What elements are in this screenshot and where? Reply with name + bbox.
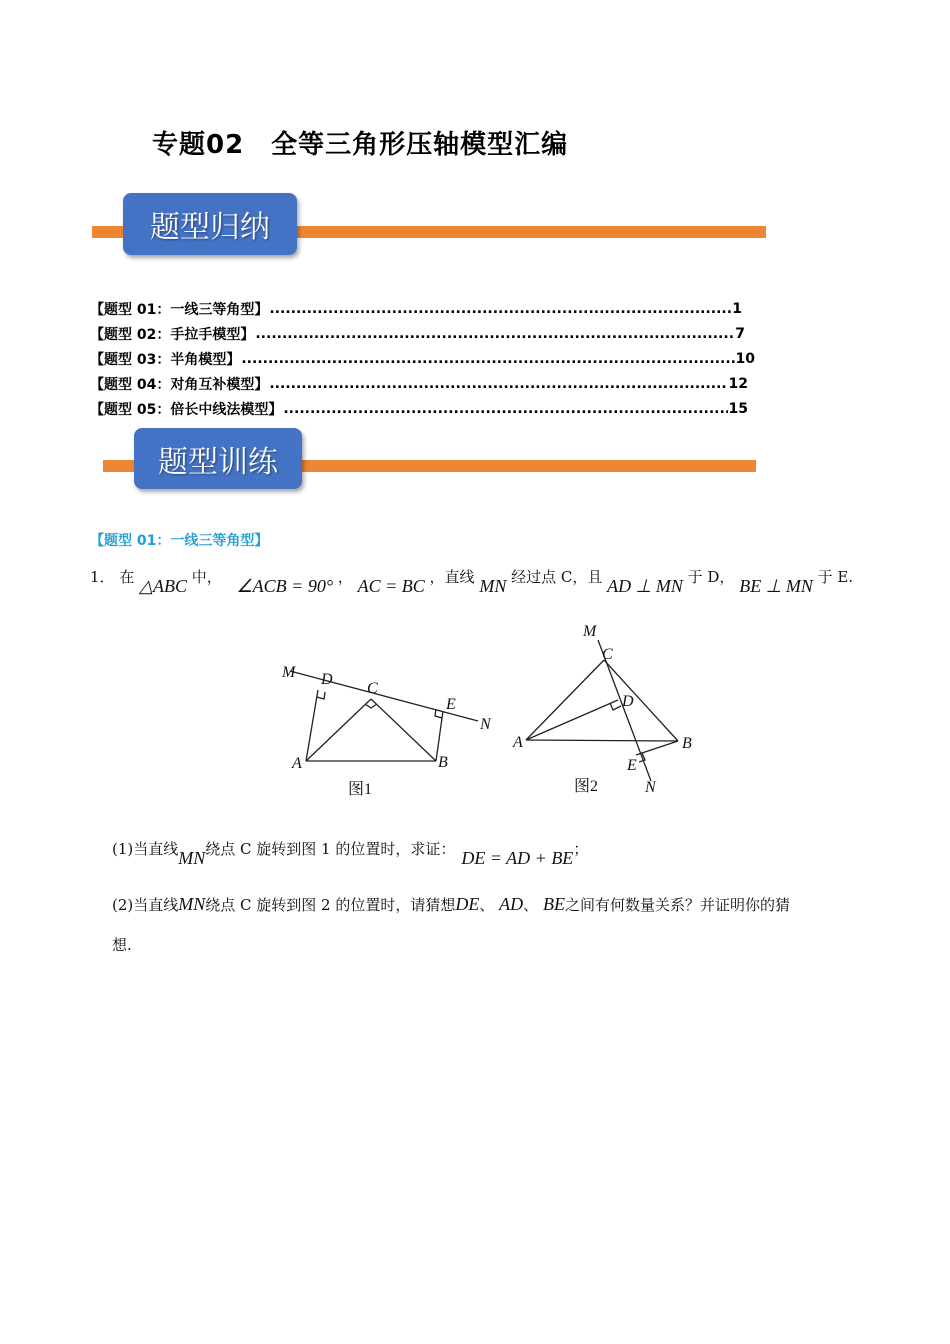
question-number: 1． [90,568,115,586]
toc-item[interactable] [90,346,755,371]
label-n2: N [645,779,656,796]
toc-item[interactable] [90,296,742,321]
label-m2: M [583,623,597,640]
banner-summary: 题型归纳 [123,193,297,255]
question-part-2 [112,894,790,915]
figure-1 [290,671,478,761]
caption-fig1: 图1 [348,781,373,798]
toc-item[interactable] [90,396,748,421]
label-b2: B [682,735,692,752]
question-text: ， [337,568,353,586]
right-angle-d [317,692,325,699]
toc-leader [255,326,734,342]
question-text: 于 D， [687,568,735,586]
figure-2-labels [512,623,692,796]
toc-leader [283,401,727,417]
part-text: (1)当直线 [112,840,179,858]
question-part-1 [112,838,589,868]
question-1-stem [90,566,854,596]
math-perp-be: BE ⊥ MN [739,576,813,596]
segment-cb [371,699,436,761]
math-mn: MN [178,894,206,914]
toc-page: 15 [728,400,748,417]
table-of-contents [90,296,790,421]
label-a2: A [513,734,523,751]
part-text: ； [573,840,589,858]
segment-ac-2 [526,660,604,740]
segment-ab-2 [526,740,678,741]
math-de: DE [455,894,480,914]
toc-leader [269,376,727,392]
segment-ad [306,690,318,761]
toc-label: 【题型 05：倍长中线法模型】 [90,401,283,418]
math-ad: AD [499,894,524,914]
label-e2: E [627,757,637,774]
toc-item[interactable] [90,371,748,396]
part-text: 、 [479,896,495,914]
toc-leader [241,351,734,367]
toc-page: 1 [732,300,742,317]
page-title: 专题02 全等三角形压轴模型汇编 [152,130,569,160]
label-a1: A [292,755,302,772]
toc-page: 7 [735,325,745,342]
segment-cb-2 [604,660,678,741]
toc-leader [269,301,731,317]
label-b1: B [438,754,448,771]
toc-item[interactable] [90,321,745,346]
label-e1: E [446,696,456,713]
right-angle-d2 [610,703,621,710]
question-text: 中， [191,568,222,586]
right-angle-c [365,704,377,708]
label-m1: M [282,664,296,681]
part-text: 之间有何数量关系？并证明你的猜 [564,896,790,914]
segment-ad-2 [526,700,618,740]
label-c1: C [367,680,378,697]
math-line: MN [479,576,507,596]
toc-label: 【题型 02：手拉手模型】 [90,326,255,343]
label-d2: D [622,693,634,710]
toc-label: 【题型 04：对角互补模型】 [90,376,269,393]
math-de-sum: DE = AD + BE [461,848,574,868]
toc-label: 【题型 01：一线三等角型】 [90,301,269,318]
segment-ac [306,699,371,761]
question-part-2-continued: 想. [112,936,132,954]
label-c2: C [602,646,613,663]
question-text: 经过点 C，且 [511,568,603,586]
part-text: (2)当直线 [112,896,179,914]
toc-page: 12 [728,375,748,392]
part-text: 绕点 C 旋转到图 2 的位置时，请猜想 [205,896,456,914]
caption-fig2: 图2 [574,778,599,795]
part-text: 、 [523,896,539,914]
math-perp-ad: AD ⊥ MN [607,576,683,596]
math-angle: ∠ACB = 90° [236,576,334,596]
question-text: ，直线 [429,568,475,586]
math-mn: MN [178,848,206,868]
toc-label: 【题型 03：半角模型】 [90,351,241,368]
question-text: 于 E. [817,568,854,586]
label-d1: D [321,671,333,688]
part-text: 绕点 C 旋转到图 1 的位置时，求证： [205,840,456,858]
geometry-figures [270,618,710,804]
toc-page: 10 [735,350,755,367]
label-n1: N [480,716,491,733]
math-equal: AC = BC [357,576,425,596]
banner-training: 题型训练 [134,428,302,489]
question-text: 在 [119,568,135,586]
math-triangle: △ABC [139,576,187,596]
section-heading: 【题型 01：一线三等角型】 [90,533,269,549]
math-be: BE [542,894,565,914]
